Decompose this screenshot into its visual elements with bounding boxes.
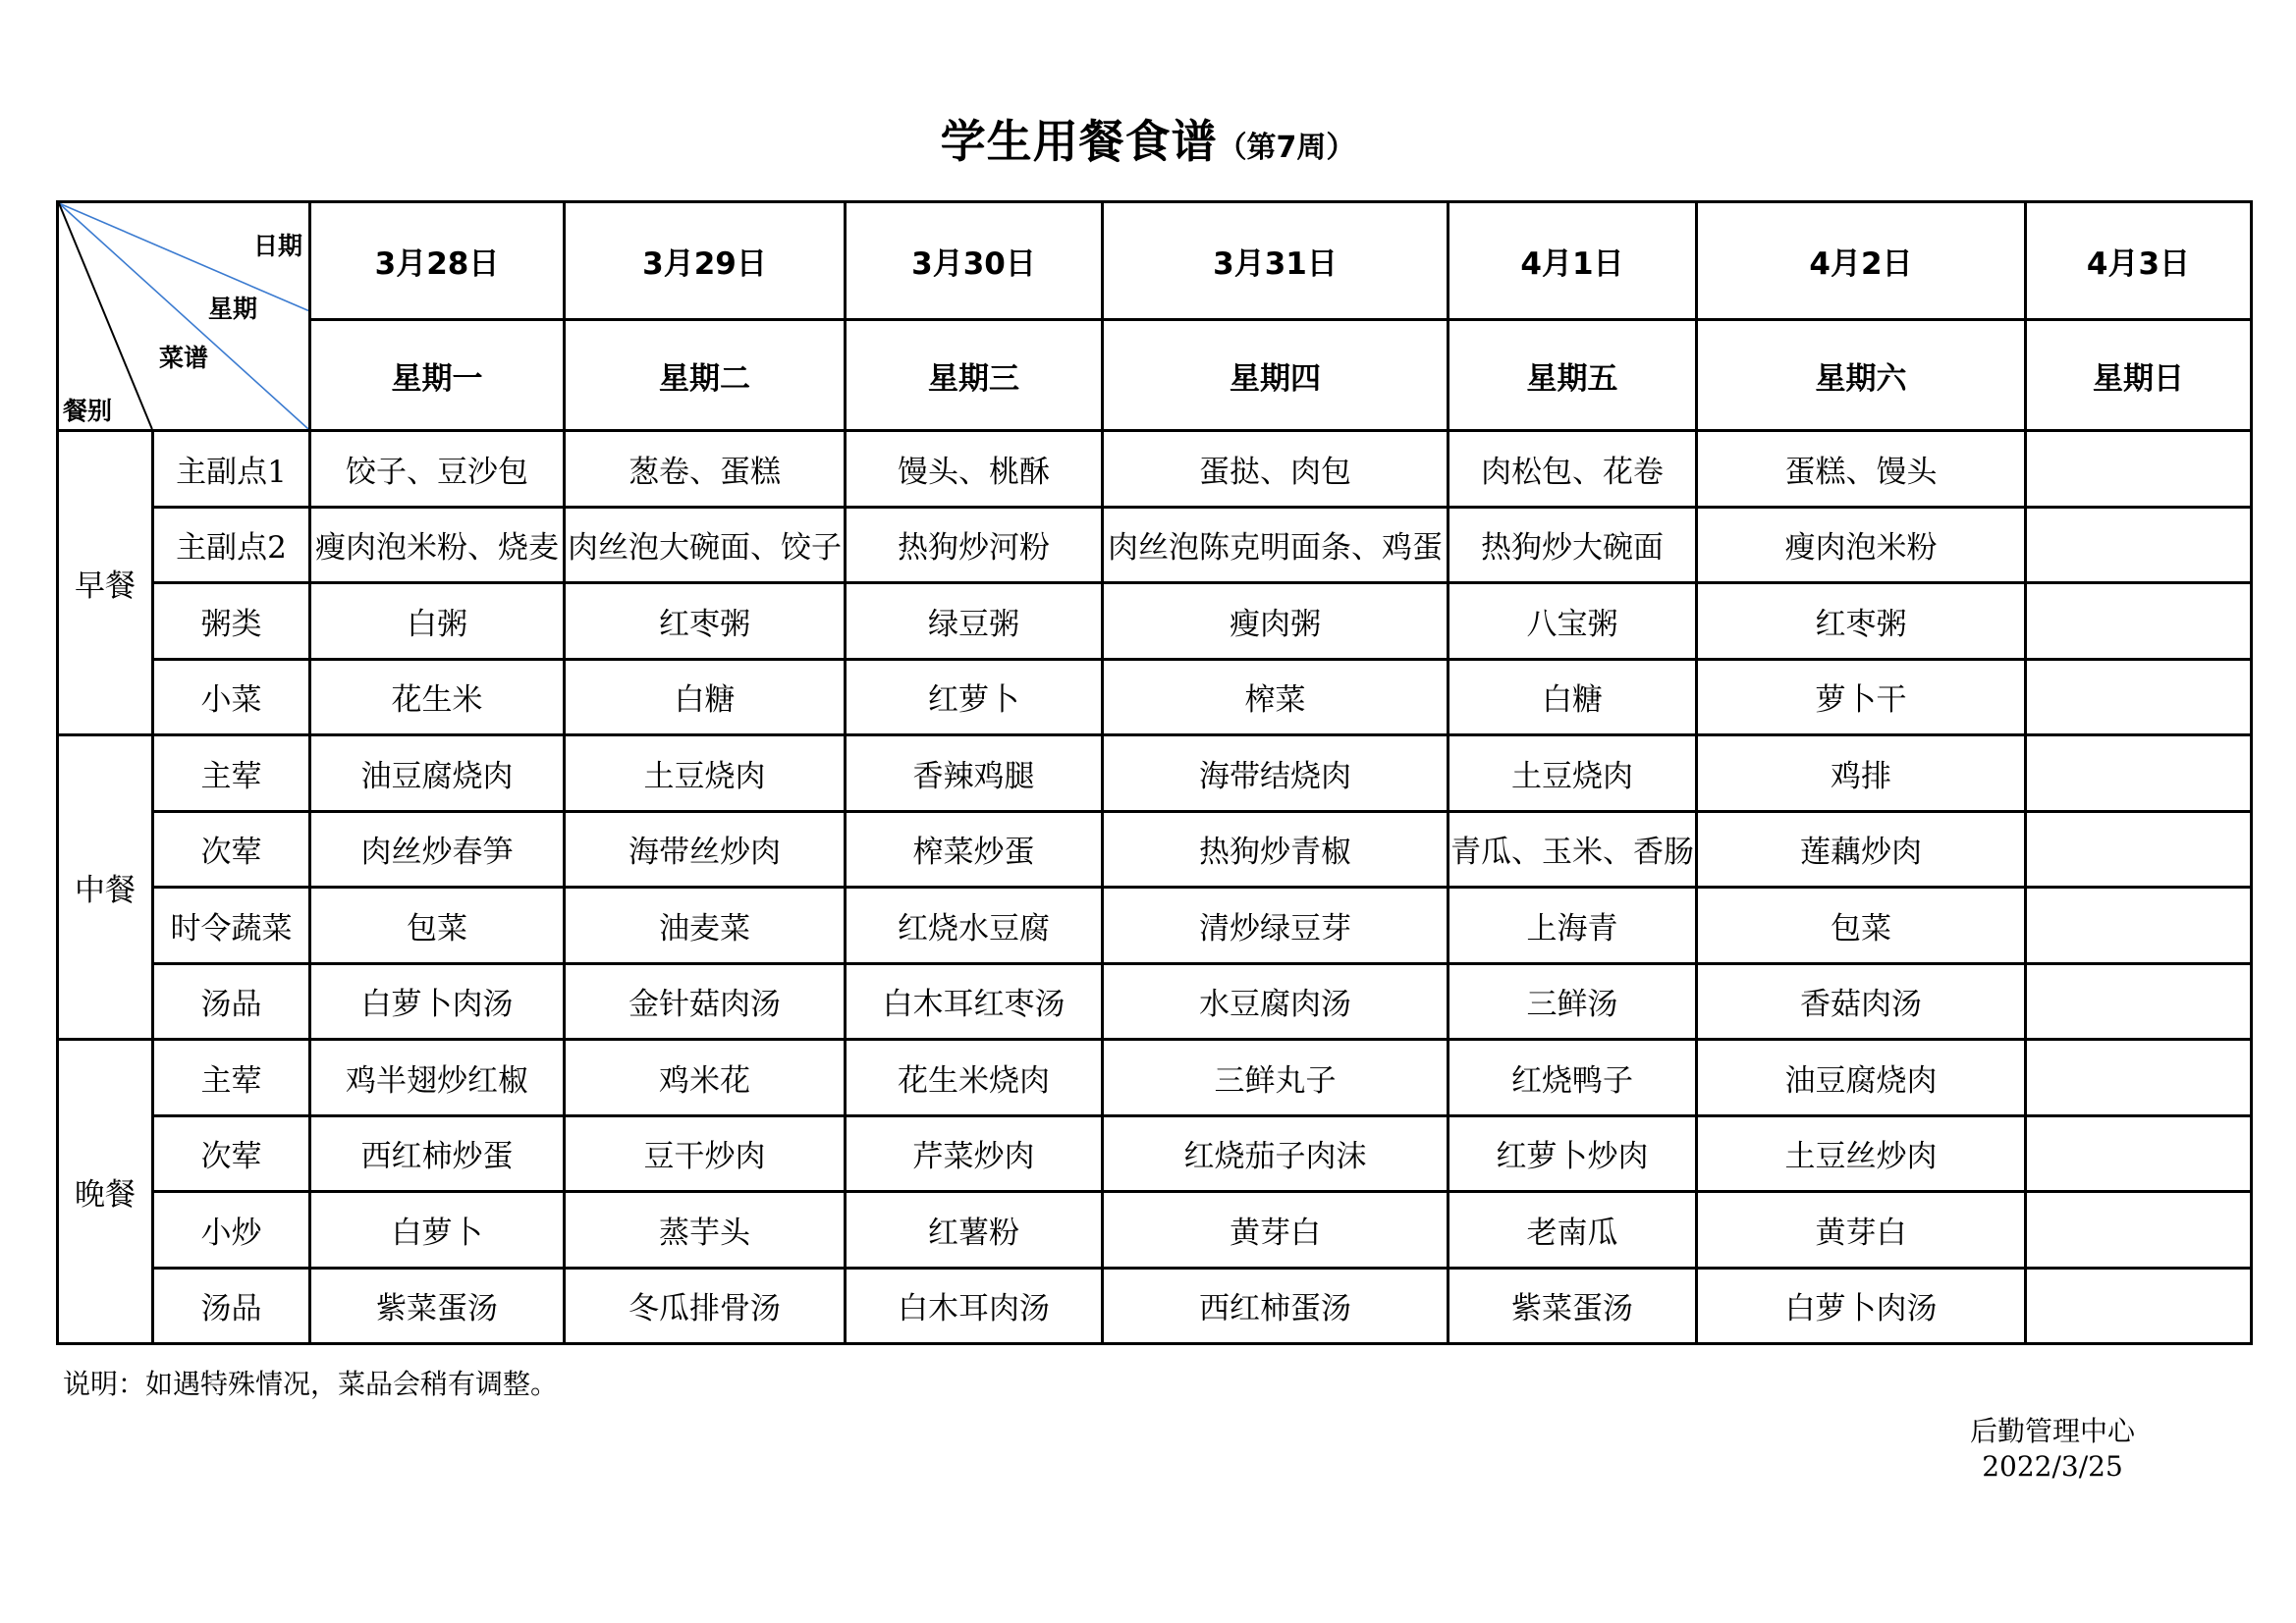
category-cell: 主荤	[153, 735, 310, 812]
dish-cell: 肉松包、花卷	[1449, 431, 1697, 508]
dish-cell: 上海青	[1449, 888, 1697, 964]
category-cell: 主副点2	[153, 507, 310, 583]
dish-cell	[2026, 507, 2252, 583]
dish-cell	[2026, 1192, 2252, 1269]
table-row	[58, 811, 2252, 888]
dish-cell: 西红柿蛋汤	[1103, 1268, 1449, 1344]
title-main: 学生用餐食谱	[940, 115, 1218, 168]
dish-cell: 鸡排	[1697, 735, 2026, 812]
dish-cell: 鸡米花	[565, 1040, 846, 1116]
dish-cell: 肉丝炒春笋	[310, 811, 565, 888]
dish-cell: 香辣鸡腿	[846, 735, 1103, 812]
table-row	[58, 659, 2252, 735]
dish-cell: 紫菜蛋汤	[1449, 1268, 1697, 1344]
table-row	[58, 735, 2252, 812]
dish-cell: 蛋糕、馒头	[1697, 431, 2026, 508]
dish-cell: 热狗炒大碗面	[1449, 507, 1697, 583]
weekday-header: 星期六	[1697, 320, 2026, 431]
date-header: 4月2日	[1697, 202, 2026, 320]
dish-cell: 饺子、豆沙包	[310, 431, 565, 508]
weekday-header: 星期日	[2026, 320, 2252, 431]
weekday-header: 星期三	[846, 320, 1103, 431]
dish-cell: 水豆腐肉汤	[1103, 963, 1449, 1040]
dish-cell: 瘦肉粥	[1103, 583, 1449, 660]
dish-cell: 白糖	[1449, 659, 1697, 735]
dish-cell: 榨菜炒蛋	[846, 811, 1103, 888]
dish-cell: 肉丝泡陈克明面条、鸡蛋	[1103, 507, 1449, 583]
dish-cell: 清炒绿豆芽	[1103, 888, 1449, 964]
date-header: 3月29日	[565, 202, 846, 320]
dish-cell: 白木耳肉汤	[846, 1268, 1103, 1344]
dish-cell: 三鲜丸子	[1103, 1040, 1449, 1116]
weekday-header: 星期四	[1103, 320, 1449, 431]
dish-cell: 白粥	[310, 583, 565, 660]
dish-cell: 老南瓜	[1449, 1192, 1697, 1269]
dish-cell	[2026, 811, 2252, 888]
table-row	[58, 1268, 2252, 1344]
dish-cell: 红枣粥	[1697, 583, 2026, 660]
dish-cell: 红萝卜	[846, 659, 1103, 735]
footer-org: 后勤管理中心	[1969, 1415, 2135, 1447]
table-row	[58, 1192, 2252, 1269]
title-week: （第7周）	[1217, 131, 1356, 165]
dish-cell: 包菜	[310, 888, 565, 964]
category-cell: 粥类	[153, 583, 310, 660]
dish-cell: 红萝卜炒肉	[1449, 1115, 1697, 1192]
date-header: 3月31日	[1103, 202, 1449, 320]
dish-cell: 白萝卜	[310, 1192, 565, 1269]
dish-cell	[2026, 888, 2252, 964]
dish-cell: 土豆丝炒肉	[1697, 1115, 2026, 1192]
dish-cell: 青瓜、玉米、香肠	[1449, 811, 1697, 888]
dish-cell	[2026, 1268, 2252, 1344]
footer	[1925, 1414, 2180, 1485]
dish-cell: 西红柿炒蛋	[310, 1115, 565, 1192]
category-cell: 次荤	[153, 1115, 310, 1192]
date-header: 3月30日	[846, 202, 1103, 320]
dish-cell: 芹菜炒肉	[846, 1115, 1103, 1192]
date-header: 4月1日	[1449, 202, 1697, 320]
dish-cell: 萝卜干	[1697, 659, 2026, 735]
dish-cell: 白萝卜肉汤	[1697, 1268, 2026, 1344]
dish-cell: 花生米烧肉	[846, 1040, 1103, 1116]
dish-cell: 红烧水豆腐	[846, 888, 1103, 964]
dish-cell: 榨菜	[1103, 659, 1449, 735]
corner-label-date: 日期	[253, 232, 303, 260]
meal-name-cell: 中餐	[58, 735, 153, 1040]
weekday-header: 星期五	[1449, 320, 1697, 431]
dish-cell: 红烧茄子肉沫	[1103, 1115, 1449, 1192]
date-header: 4月3日	[2026, 202, 2252, 320]
dish-cell: 紫菜蛋汤	[310, 1268, 565, 1344]
category-cell: 次荤	[153, 811, 310, 888]
category-cell: 汤品	[153, 963, 310, 1040]
dish-cell: 热狗炒河粉	[846, 507, 1103, 583]
meal-name-cell: 早餐	[58, 431, 153, 735]
note-text: 说明：如遇特殊情况，菜品会稍有调整。	[63, 1368, 559, 1400]
dish-cell	[2026, 431, 2252, 508]
dish-cell: 豆干炒肉	[565, 1115, 846, 1192]
dish-cell	[2026, 659, 2252, 735]
dish-cell: 土豆烧肉	[565, 735, 846, 812]
page-title	[0, 106, 2296, 171]
dish-cell	[2026, 735, 2252, 812]
table-row	[58, 507, 2252, 583]
dish-cell: 肉丝泡大碗面、饺子	[565, 507, 846, 583]
dish-cell	[2026, 1115, 2252, 1192]
dish-cell: 瘦肉泡米粉、烧麦	[310, 507, 565, 583]
corner-label-weekday: 星期	[208, 295, 258, 323]
dish-cell: 蛋挞、肉包	[1103, 431, 1449, 508]
dish-cell: 八宝粥	[1449, 583, 1697, 660]
table-row	[58, 431, 2252, 508]
corner-label-meal: 餐别	[63, 397, 113, 425]
dish-cell: 油豆腐烧肉	[310, 735, 565, 812]
footer-date: 2022/3/25	[1982, 1450, 2123, 1483]
dish-cell: 金针菇肉汤	[565, 963, 846, 1040]
dish-cell: 海带结烧肉	[1103, 735, 1449, 812]
menu-table	[56, 200, 2253, 1345]
category-cell: 小菜	[153, 659, 310, 735]
category-cell: 时令蔬菜	[153, 888, 310, 964]
dish-cell: 三鲜汤	[1449, 963, 1697, 1040]
dish-cell: 蒸芋头	[565, 1192, 846, 1269]
category-cell: 小炒	[153, 1192, 310, 1269]
dish-cell: 红薯粉	[846, 1192, 1103, 1269]
category-cell: 汤品	[153, 1268, 310, 1344]
dish-cell: 瘦肉泡米粉	[1697, 507, 2026, 583]
dish-cell: 花生米	[310, 659, 565, 735]
table-row	[58, 583, 2252, 660]
dish-cell	[2026, 963, 2252, 1040]
category-cell: 主荤	[153, 1040, 310, 1116]
dish-cell: 葱卷、蛋糕	[565, 431, 846, 508]
table-row	[58, 1040, 2252, 1116]
dish-cell: 馒头、桃酥	[846, 431, 1103, 508]
dish-cell: 包菜	[1697, 888, 2026, 964]
dish-cell: 香菇肉汤	[1697, 963, 2026, 1040]
dish-cell: 冬瓜排骨汤	[565, 1268, 846, 1344]
dish-cell: 白木耳红枣汤	[846, 963, 1103, 1040]
header-corner-cell	[58, 202, 310, 431]
dish-cell: 红枣粥	[565, 583, 846, 660]
dish-cell: 黄芽白	[1103, 1192, 1449, 1269]
dish-cell: 黄芽白	[1697, 1192, 2026, 1269]
dish-cell	[2026, 583, 2252, 660]
category-cell: 主副点1	[153, 431, 310, 508]
date-header: 3月28日	[310, 202, 565, 320]
dish-cell: 热狗炒青椒	[1103, 811, 1449, 888]
dish-cell: 油麦菜	[565, 888, 846, 964]
dish-cell: 红烧鸭子	[1449, 1040, 1697, 1116]
dish-cell: 白糖	[565, 659, 846, 735]
dish-cell: 莲藕炒肉	[1697, 811, 2026, 888]
corner-label-menu: 菜谱	[159, 344, 209, 372]
table-row	[58, 963, 2252, 1040]
weekday-header: 星期二	[565, 320, 846, 431]
dish-cell: 海带丝炒肉	[565, 811, 846, 888]
weekday-header: 星期一	[310, 320, 565, 431]
dish-cell: 鸡半翅炒红椒	[310, 1040, 565, 1116]
dish-cell: 白萝卜肉汤	[310, 963, 565, 1040]
meal-name-cell: 晚餐	[58, 1040, 153, 1344]
dish-cell	[2026, 1040, 2252, 1116]
dish-cell: 绿豆粥	[846, 583, 1103, 660]
table-row	[58, 1115, 2252, 1192]
dish-cell: 油豆腐烧肉	[1697, 1040, 2026, 1116]
dish-cell: 土豆烧肉	[1449, 735, 1697, 812]
table-row	[58, 888, 2252, 964]
